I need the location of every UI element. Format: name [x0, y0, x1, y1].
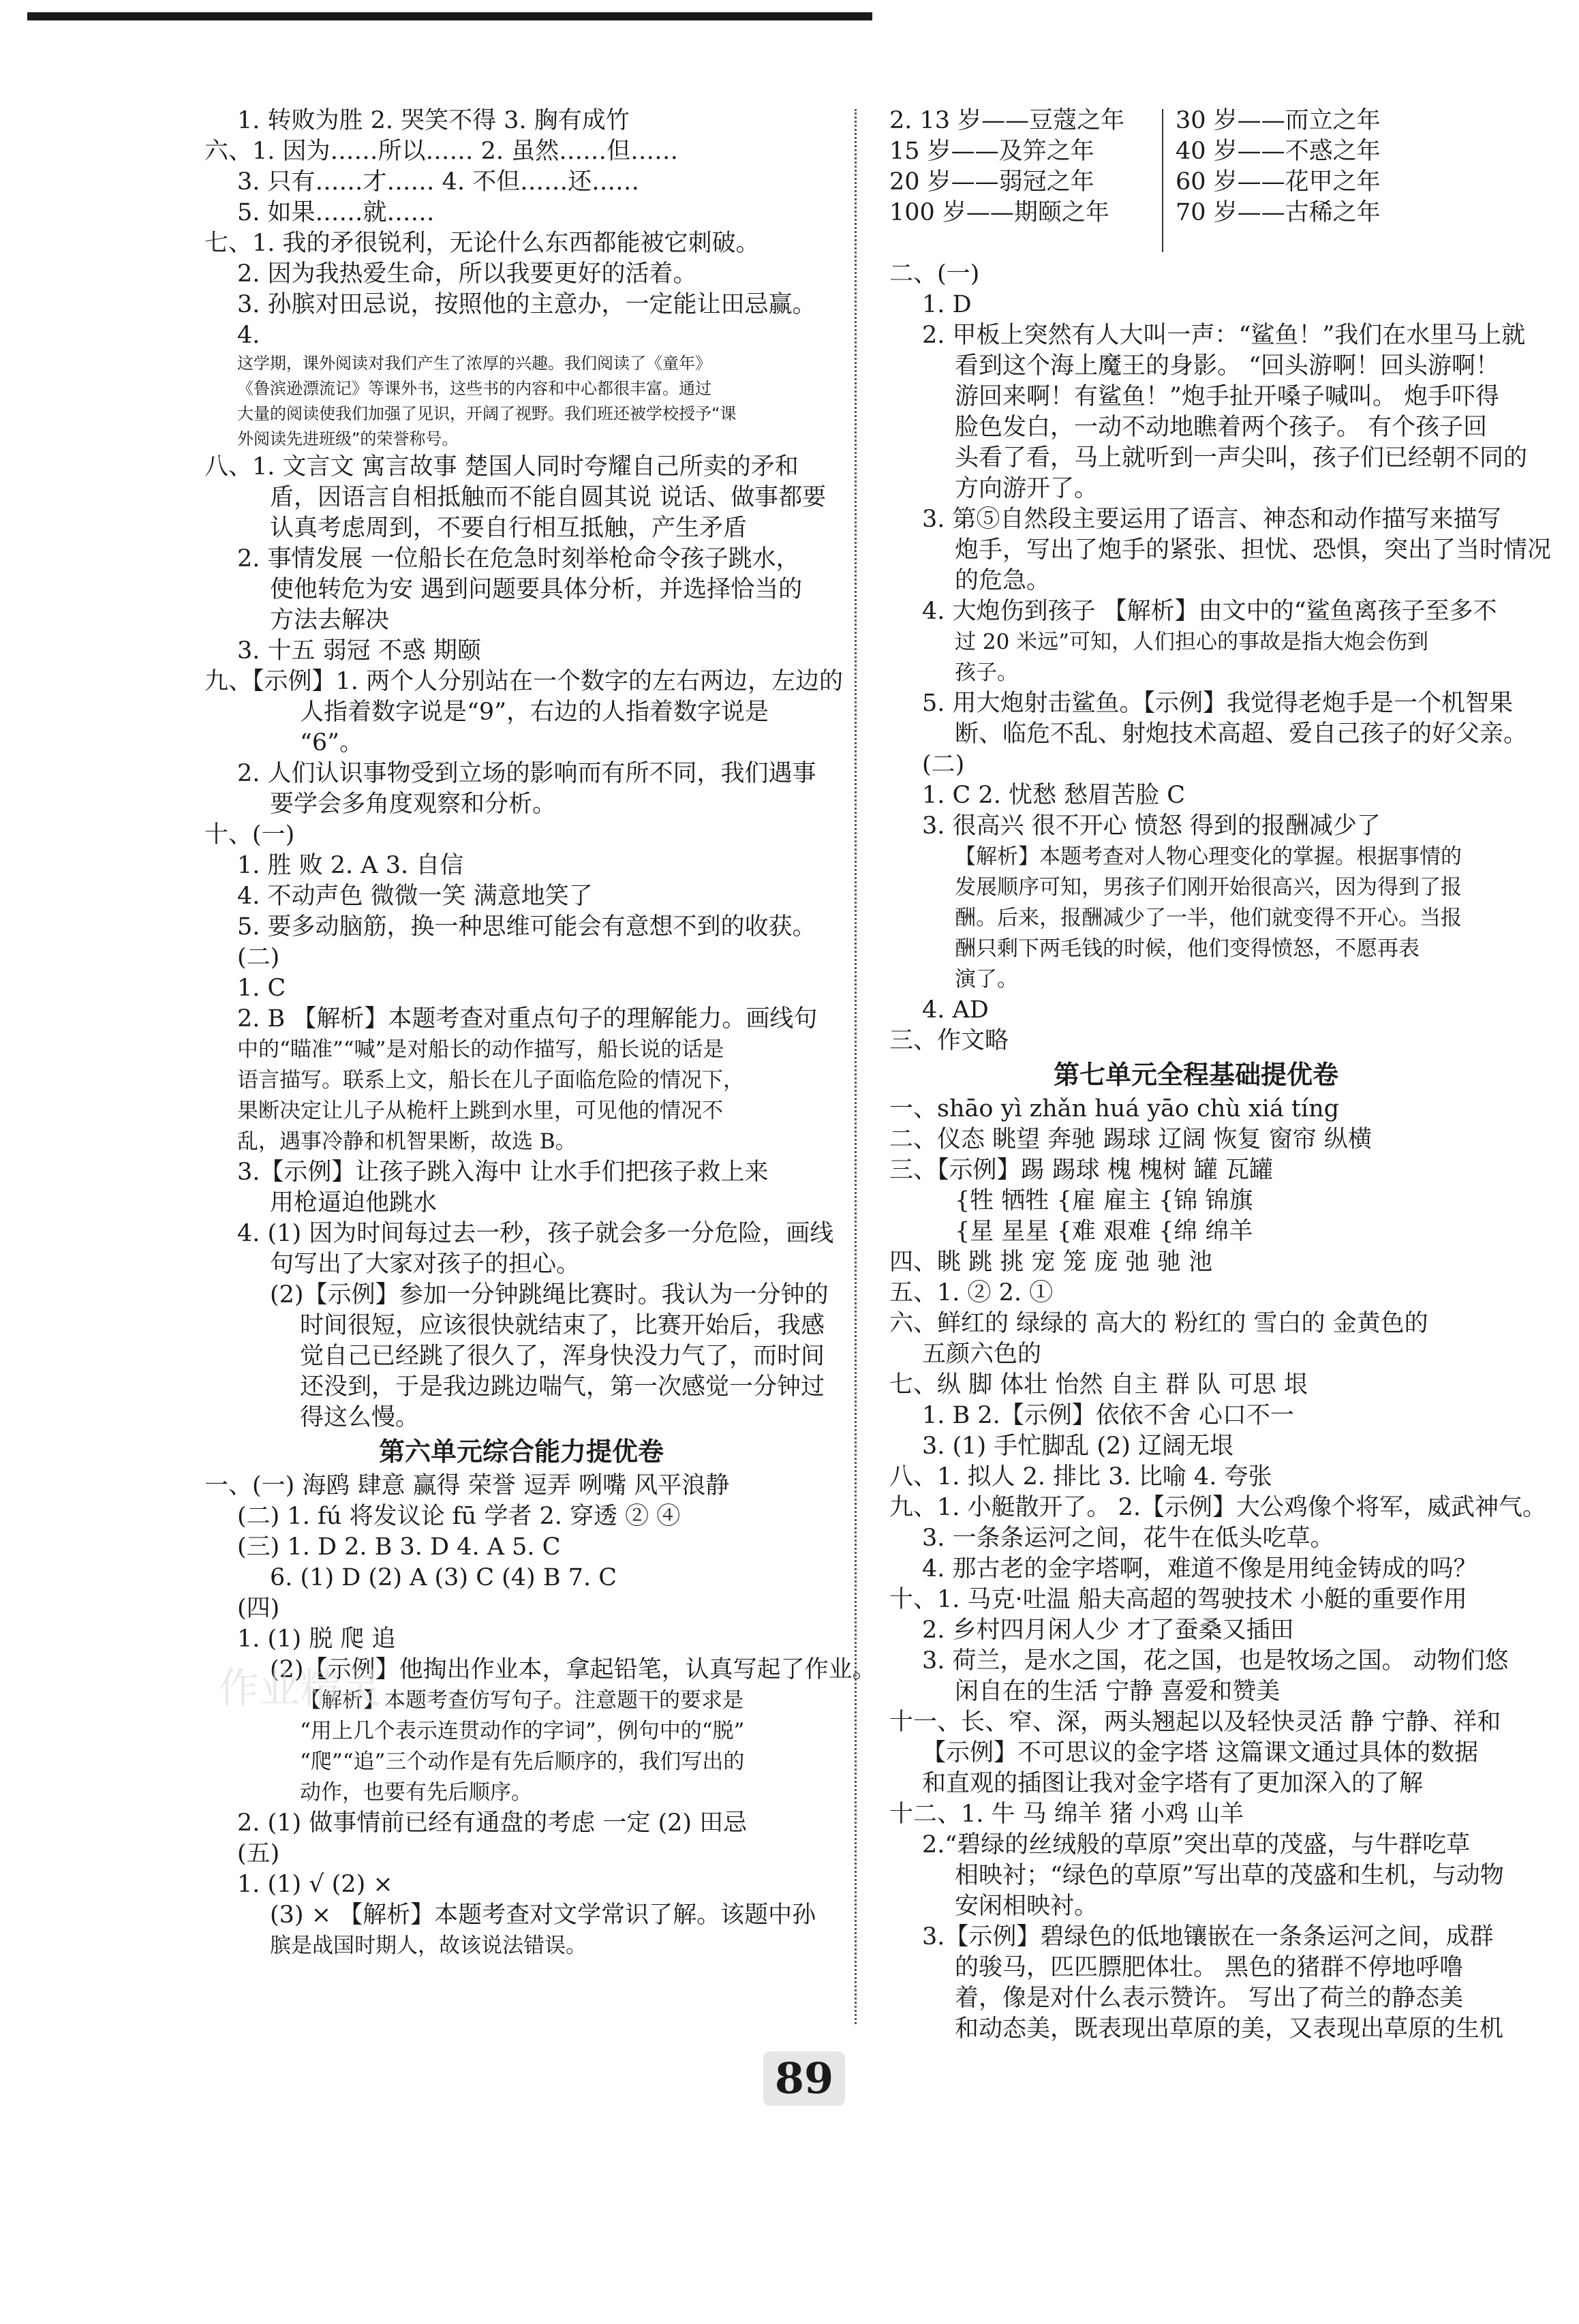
- answer-line: {星 星星 {难 艰难 {绵 绵羊: [955, 1218, 1253, 1245]
- section-title-unit-7: 第七单元全程基础提优卷: [1053, 1060, 1338, 1090]
- answer-line: 2. 人们认识事物受到立场的影响而有所不同，我们遇事: [237, 760, 816, 787]
- left-answers-block-1: [204, 106, 838, 351]
- answer-line: 2. 事情发展 一位船长在危急时刻举枪命令孩子跳水，: [237, 545, 800, 572]
- answer-line: 1. (1) 脱 爬 追: [237, 1625, 396, 1653]
- answer-line: 4. 不动声色 微微一笑 满意地笑了: [237, 883, 593, 910]
- answer-line: 2. 甲板上突然有人大叫一声：“鲨鱼！”我们在水里马上就: [922, 322, 1526, 349]
- answer-line: 五颜六色的: [922, 1341, 1042, 1368]
- answer-line: 十、1. 马克·吐温 船夫高超的驾驶技术 小艇的重要作用: [889, 1586, 1467, 1613]
- answer-line: 3. 很高兴 很不开心 愤怒 得到的报酬减少了: [922, 812, 1381, 840]
- answer-line: 3.【示例】碧绿色的低地镶嵌在一条条运河之间，成群: [922, 1923, 1494, 1951]
- age-name-item: 2. 13 岁——豆蔻之年: [889, 107, 1125, 134]
- answer-line: “6”。: [300, 729, 364, 756]
- answer-line: 6. (1) D (2) A (3) C (4) B 7. C: [270, 1564, 617, 1591]
- answer-line: 认真考虑周到，不要自行相互抵触，产生矛盾: [270, 515, 748, 542]
- answer-line: 1. C 2. 忧愁 愁眉苦脸 C: [922, 782, 1185, 809]
- answer-line: 炮手，写出了炮手的紧张、担忧、恐惧，突出了当时情况: [955, 536, 1552, 564]
- proofreading-line: 大量的阅读使我们加强了见识，开阔了视野。我们班还被学校授予“课: [237, 404, 737, 423]
- answer-line: 5. 用大炮射击鲨鱼。【示例】我觉得老炮手是一个机智果: [922, 690, 1514, 717]
- top-rule: [27, 12, 872, 20]
- age-names-table: [889, 106, 1503, 259]
- section-title-unit-6: 第六单元综合能力提优卷: [378, 1437, 664, 1467]
- answer-line: 3. 孙膑对田忌说，按照他的主意办，一定能让田忌赢。: [237, 291, 816, 318]
- answer-line: 2. 因为我热爱生命，所以我要更好的活着。: [237, 260, 697, 288]
- answer-line: 游回来啊！有鲨鱼！”炮手扯开嗓子喊叫。 炮手吓得: [955, 383, 1500, 410]
- answer-line: (2)【示例】参加一分钟跳绳比赛时。我认为一分钟的: [270, 1281, 829, 1309]
- answer-line: 3. (1) 手忙脚乱 (2) 辽阔无垠: [922, 1433, 1234, 1460]
- proofreading-line: 这学期，课外阅读对我们产生了浓厚的兴趣。我们阅读了《童年》: [237, 354, 711, 373]
- age-name-item: 100 岁——期颐之年: [889, 199, 1109, 226]
- answer-line: (四): [237, 1595, 280, 1622]
- answer-line: 用枪逼迫他跳水: [270, 1189, 438, 1217]
- answer-line: 过 20 米远”可知，人们担心的事故是指大炮会伤到: [955, 630, 1429, 654]
- answer-line: 5. 要多动脑筋，换一种思维可能会有意想不到的收获。: [237, 913, 816, 941]
- right-column: [889, 106, 1552, 2045]
- page-number: 89: [763, 2051, 845, 2106]
- answer-line: 3.【示例】让孩子跳入海中 让水手们把孩子救上来: [237, 1159, 769, 1186]
- answer-line: 人指着数字说是“9”，右边的人指着数字说是: [300, 699, 769, 726]
- column-divider: [855, 109, 857, 2024]
- answer-line: 十、(一): [204, 821, 295, 848]
- answer-line: 盾，因语言自相抵触而不能自圆其说 说话、做事都要: [270, 484, 827, 511]
- answer-line: 【示例】不可思议的金字塔 这篇课文通过具体的数据: [922, 1739, 1479, 1767]
- answer-line: 十二、1. 牛 马 绵羊 猪 小鸡 山羊: [889, 1801, 1244, 1828]
- answer-line: 4. 那古老的金字塔啊，难道不像是用纯金铸成的吗？: [922, 1555, 1477, 1583]
- answer-line: 和动态美，既表现出草原的美，又表现出草原的生机: [955, 2015, 1504, 2043]
- answer-line: 1. 胜 败 2. A 3. 自信: [237, 852, 464, 879]
- answer-line: 句写出了大家对孩子的担心。: [270, 1251, 581, 1278]
- answer-line: 1. 转败为胜 2. 哭笑不得 3. 胸有成竹: [237, 107, 630, 134]
- answer-line: 八、1. 文言文 寓言故事 楚国人同时夸耀自己所卖的矛和: [204, 453, 799, 480]
- answer-line: “用上几个表示连贯动作的字词”，例句中的“脱”: [300, 1719, 745, 1743]
- answer-line: 4. AD: [922, 996, 989, 1024]
- answer-line: 3. 只有……才…… 4. 不但……还……: [237, 168, 640, 196]
- answer-line: 断、临危不乱、射炮技术高超、爱自己孩子的好父亲。: [955, 720, 1528, 748]
- answer-line: 语言描写。联系上文，船长在儿子面临危险的情况下，: [237, 1068, 744, 1092]
- age-table-divider: [1162, 109, 1163, 252]
- answer-line: 2. 乡村四月闲人少 才了蚕桑又插田: [922, 1617, 1294, 1644]
- answer-line: 二、(一): [889, 260, 980, 288]
- answer-line: 演了。: [955, 967, 1018, 992]
- answer-line: 发展顺序可知，男孩子们刚开始很高兴，因为得到了报: [955, 875, 1462, 900]
- answer-line: 脸色发白，一动不动地瞧着两个孩子。 有个孩子回: [955, 414, 1488, 441]
- answer-line: 酬只剩下两毛钱的时候，他们变得愤怒，不愿再表: [955, 936, 1420, 961]
- answer-line: 还没到，于是我边跳边喘气，第一次感觉一分钟过: [300, 1373, 825, 1401]
- answer-line: 七、1. 我的矛很锐利，无论什么东西都能被它刺破。: [204, 230, 760, 257]
- answer-line: 闲自在的生活 宁静 喜爱和赞美: [955, 1678, 1281, 1705]
- answer-line: 安闲相映衬。: [955, 1893, 1099, 1920]
- answer-line: 八、1. 拟人 2. 排比 3. 比喻 4. 夸张: [889, 1463, 1272, 1490]
- answer-line: 2. B 【解析】本题考查对重点句子的理解能力。画线句: [237, 1005, 818, 1033]
- answer-line: 1. D: [922, 291, 972, 318]
- answer-line: 十一、长、窄、深，两头翘起以及轻快灵活 静 宁静、祥和: [889, 1709, 1501, 1736]
- age-name-item: 70 岁——古稀之年: [1176, 199, 1381, 226]
- answer-line: 三、作文略: [889, 1027, 1009, 1054]
- answer-line: 六、1. 因为……所以…… 2. 虽然……但……: [204, 138, 679, 165]
- proofreading-line: 《鲁滨逊漂流记》等课外书，这些书的内容和中心都很丰富。通过: [237, 379, 711, 398]
- answer-line: (二): [237, 944, 280, 971]
- answer-line: 果断决定让儿子从桅杆上跳到水里，可见他的情况不: [237, 1099, 723, 1123]
- answer-line: 4.: [237, 322, 260, 349]
- answer-line: 乱，遇事冷静和机智果断，故选 B。: [237, 1129, 577, 1154]
- age-names-right: [1176, 106, 1381, 228]
- answer-line: 使他转危为安 遇到问题要具体分析，并选择恰当的: [270, 576, 803, 603]
- proofreading-passage: [204, 351, 838, 452]
- answer-line: 头看了看，马上就听到一声尖叫，孩子们已经朝不同的: [955, 444, 1528, 472]
- answer-line: 1. B 2.【示例】依依不舍 心口不一: [922, 1402, 1294, 1429]
- answer-line: {牲 牺牲 {雇 雇主 {锦 锦旗: [955, 1187, 1253, 1214]
- answer-line: (3) × 【解析】本题考查对文学常识了解。该题中孙: [270, 1901, 816, 1929]
- answer-line: 的危急。: [955, 567, 1051, 594]
- answer-line: 动作，也要有先后顺序。: [300, 1780, 532, 1805]
- answer-line: (2)【示例】他掏出作业本，拿起铅笔，认真写起了作业。: [270, 1656, 876, 1683]
- answer-line: 着，像是对什么表示赞许。 写出了荷兰的静态美: [955, 1985, 1464, 2012]
- answer-line: 九、1. 小艇散开了。 2.【示例】大公鸡像个将军，威武神气。: [889, 1494, 1547, 1521]
- answer-line: 一、(一) 海鸥 肆意 赢得 荣誉 逗弄 咧嘴 风平浪静: [204, 1472, 730, 1499]
- answer-line: “爬”“追”三个动作是有先后顺序的，我们写出的: [300, 1749, 745, 1774]
- left-answers-block-2: [204, 452, 844, 1433]
- age-name-item: 60 岁——花甲之年: [1176, 168, 1381, 196]
- proofreading-line: 外阅读先进班级”的荣誉称号。: [237, 429, 459, 448]
- answer-line: 四、眺 跳 挑 宠 笼 庞 弛 驰 池: [889, 1249, 1213, 1276]
- answer-line: 膑是战国时期人，故该说法错误。: [270, 1933, 587, 1958]
- answer-line: 的骏马，匹匹膘肥体壮。 黑色的猪群不停地呼噜: [955, 1954, 1464, 1981]
- left-answers-block-3: [204, 1471, 876, 1961]
- answer-line: 一、shāo yì zhǎn huá yāo chù xiá tíng: [889, 1095, 1340, 1122]
- answer-line: 方向游开了。: [955, 475, 1099, 502]
- answer-line: 3. 一条条运河之间，花牛在低头吃草。: [922, 1525, 1334, 1552]
- answer-line: 看到这个海上魔王的身影。 “回头游啊！回头游啊！: [955, 352, 1500, 380]
- answer-line: 4. 大炮伤到孩子 【解析】由文中的“鲨鱼离孩子至多不: [922, 598, 1497, 625]
- answer-line: 三、【示例】踢 踢球 槐 槐树 罐 瓦罐: [889, 1157, 1274, 1184]
- age-name-item: 20 岁——弱冠之年: [889, 168, 1094, 196]
- answer-line: 【解析】本题考查对人物心理变化的掌握。根据事情的: [955, 844, 1462, 869]
- answer-line: 孩子。: [955, 660, 1018, 685]
- age-name-item: 15 岁——及笄之年: [889, 138, 1094, 165]
- watermark: 作业精灵: [218, 1665, 382, 1713]
- answer-line: 得这么慢。: [300, 1404, 420, 1431]
- answer-line: (二): [922, 751, 965, 778]
- age-name-item: 40 岁——不惑之年: [1176, 138, 1381, 165]
- answer-line: 中的“瞄准”“喊”是对船长的动作描写，船长说的话是: [237, 1037, 724, 1062]
- age-name-item: 30 岁——而立之年: [1176, 107, 1381, 134]
- answer-line: 二、仪态 眺望 奔驰 踢球 辽阔 恢复 窗帘 纵横: [889, 1126, 1372, 1153]
- answer-line: (三) 1. D 2. B 3. D 4. A 5. C: [237, 1533, 561, 1561]
- answer-line: 觉自己已经跳了很久了，浑身快没力气了，而时间: [300, 1343, 825, 1370]
- answer-line: 3. 荷兰，是水之国，花之国，也是牧场之国。 动物们悠: [922, 1647, 1509, 1675]
- answer-line: (五): [237, 1840, 280, 1867]
- answer-line: 2.“碧绿的丝绒般的草原”突出草的茂盛，与牛群吃草: [922, 1831, 1471, 1859]
- answer-line: 1. C: [237, 975, 286, 1002]
- answer-line: 要学会多角度观察和分析。: [270, 791, 557, 818]
- answer-line: 五、1. ② 2. ①: [889, 1279, 1054, 1306]
- answer-line: 酬。后来，报酬减少了一半，他们就变得不开心。当报: [955, 906, 1462, 930]
- answer-line: 3. 十五 弱冠 不惑 期颐: [237, 637, 481, 664]
- answer-line: 3. 第⑤自然段主要运用了语言、神态和动作描写来描写: [922, 506, 1501, 533]
- answer-line: 1. (1) √ (2) ×: [237, 1871, 393, 1898]
- answer-line: 4. (1) 因为时间每过去一秒，孩子就会多一分危险，画线: [237, 1220, 834, 1247]
- answer-line: 九、【示例】1. 两个人分别站在一个数字的左右两边，左边的: [204, 668, 844, 695]
- right-answers-block-1: [889, 259, 1552, 1056]
- answer-line: 2. (1) 做事情前已经有通盘的考虑 一定 (2) 田忌: [237, 1809, 748, 1837]
- answer-line: 方法去解决: [270, 607, 390, 634]
- answer-line: 和直观的插图让我对金字塔有了更加深入的了解: [922, 1770, 1424, 1797]
- answer-line: 【解析】本题考查仿写句子。注意题干的要求是: [300, 1688, 743, 1713]
- answer-line: 六、鲜红的 绿绿的 高大的 粉红的 雪白的 金黄色的: [889, 1310, 1428, 1337]
- answer-line: (二) 1. fú 将发议论 fū 学者 2. 穿透 ② ④: [237, 1503, 681, 1530]
- answer-line: 时间很短，应该很快就结束了，比赛开始后，我感: [300, 1312, 825, 1339]
- answer-line: 相映衬；“绿色的草原”写出草的茂盛和生机，与动物: [955, 1862, 1504, 1889]
- answer-line: 5. 如果……就……: [237, 199, 435, 226]
- age-names-left: [889, 106, 1124, 228]
- answer-line: 七、纵 脚 体壮 怡然 自主 群 队 可思 垠: [889, 1371, 1308, 1398]
- right-answers-block-2: [889, 1094, 1547, 2045]
